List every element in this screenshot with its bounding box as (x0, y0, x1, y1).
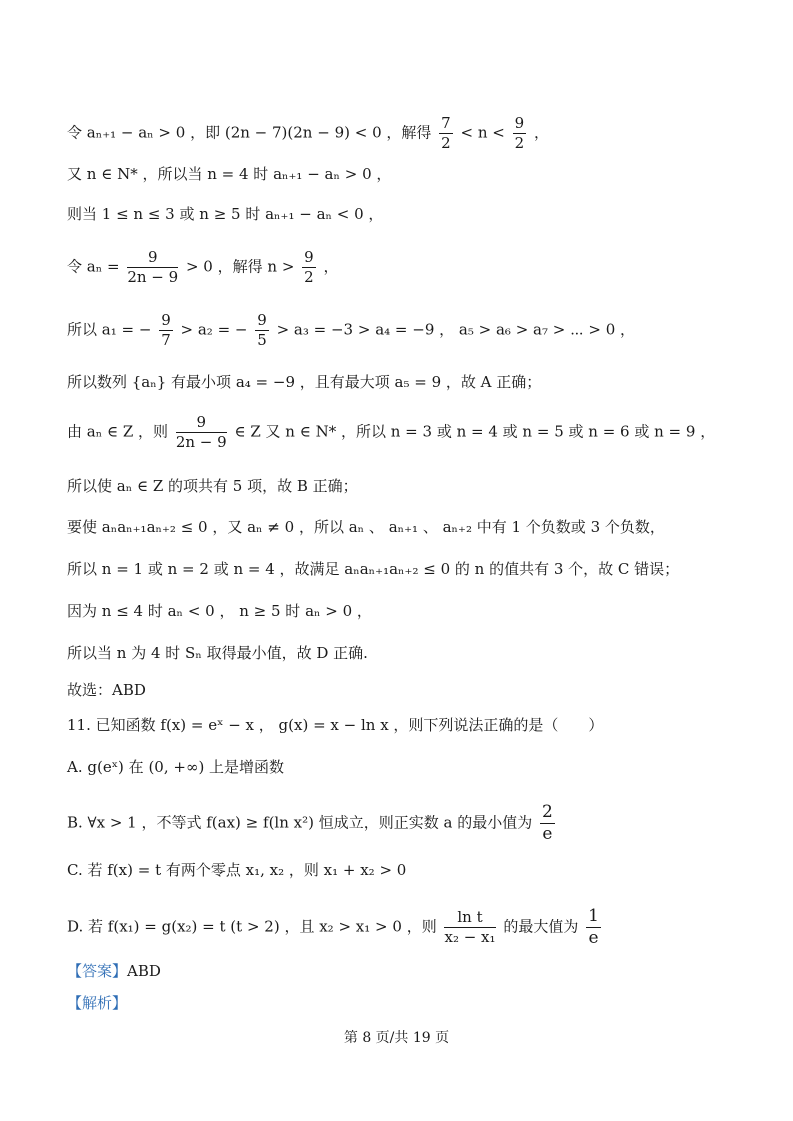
fraction: $\frac{9}{5}$ (257, 311, 267, 349)
solution-line-8: 所以使 aₙ ∈ Z 的项共有 5 项，故 B 正确； (67, 477, 358, 495)
answer-tag: 【答案】 (67, 962, 128, 980)
fraction: $\frac{9}{7}$ (161, 311, 171, 349)
line-text: 令 aₙ₊₁ − aₙ > 0 ，即 (2n − 7)(2n − 9) < 0 ，解得 (67, 123, 432, 142)
option-a: A. g(eˣ) 在 (0, +∞) 上是增函数 (67, 758, 285, 776)
fraction: $\frac{9}{2n - 9}$ (175, 413, 227, 451)
solution-line-12: 所以当 n 为 4 时 Sₙ 取得最小值，故 D 正确. (67, 644, 368, 662)
fraction: $\frac{\text{ln t}}{\text{x₂ − x₁}}$ (444, 908, 496, 946)
solution-line-6: 所以数列 {aₙ} 有最小项 a₄ = −9 ，且有最大项 a₅ = 9 ，故 A 正确； (67, 373, 542, 391)
solution-line-2: 又 n ∈ N* ，所以当 n = 4 时 aₙ₊₁ − aₙ > 0 ， (67, 165, 392, 183)
solution-conclusion: 故选：ABD (67, 681, 146, 699)
answer-line (67, 964, 161, 979)
fraction: $\frac{2}{e}$ (542, 802, 553, 844)
option-d: D. 若 f(x₁) = g(x₂) = t (t > 2) ，且 x₂ > x₁ > 0 ，则 $\frac{\text{ln t}}{\text{x₂ − x₁}}$ 的最大值为 $\frac{1}{e}$ (67, 906, 599, 948)
fraction: $\frac{9}{2}$ (514, 114, 525, 152)
analysis-line (67, 996, 127, 1011)
analysis-tag: 【解析】 (67, 994, 128, 1012)
solution-line-3: 则当 1 ≤ n ≤ 3 或 n ≥ 5 时 aₙ₊₁ − aₙ < 0 ， (67, 205, 384, 223)
question-11-stem: 11. 已知函数 f(x) = eˣ − x ， g(x) = x − ln x ，则下列说法正确的是（ ） (67, 716, 604, 734)
solution-line-1: 令 aₙ₊₁ − aₙ > 0 ，即 (2n − 7)(2n − 9) < 0 ，解得 $\frac{7}{2}$ < n < $\frac{9}{2}$ ， (67, 114, 549, 152)
option-c: C. 若 f(x) = t 有两个零点 x₁, x₂ ，则 x₁ + x₂ > 0 (67, 861, 407, 879)
solution-line-11: 因为 n ≤ 4 时 aₙ < 0 ， n ≥ 5 时 aₙ > 0 ， (67, 602, 372, 620)
solution-line-10: 所以 n = 1 或 n = 2 或 n = 4 ，故满足 aₙaₙ₊₁aₙ₊₂ ≤ 0 的 n 的值共有 3 个，故 C 错误； (67, 560, 680, 578)
option-b: B. ∀x > 1 ，不等式 f(ax) ≥ f(ln x²) 恒成立，则正实数 a 的最小值为 $\frac{2}{e}$ (67, 802, 553, 844)
solution-line-7: 由 aₙ ∈ Z ，则 $\frac{9}{2n - 9}$ ∈ Z 又 n ∈ N* ，所以 n = 3 或 n = 4 或 n = 5 或 n = 6 或 n = 9 ， (67, 413, 716, 451)
answer-value: ABD (127, 962, 161, 980)
page-footer: 第 8 页/共 19 页 (343, 1030, 450, 1046)
fraction: $\frac{9}{2n - 9}$ (127, 248, 179, 286)
solution-line-9: 要使 aₙaₙ₊₁aₙ₊₂ ≤ 0 ，又 aₙ ≠ 0 ，所以 aₙ 、 aₙ₊₁ 、 aₙ₊₂ 中有 1 个负数或 3 个负数， (67, 518, 665, 536)
solution-line-4: 令 aₙ = $\frac{9}{2n - 9}$ > 0 ，解得 n > $\frac{9}{2}$ ， (67, 248, 339, 286)
fraction: $\frac{7}{2}$ (441, 114, 451, 152)
fraction: $\frac{9}{2}$ (304, 248, 314, 286)
solution-line-5: 所以 a₁ = − $\frac{9}{7}$ > a₂ = − $\frac{9}{5}$ > a₃ = −3 > a₄ = −9 ， a₅ > a₆ > a₇ > ⋯ > 0 ， (67, 311, 636, 349)
fraction: $\frac{1}{e}$ (588, 906, 599, 948)
